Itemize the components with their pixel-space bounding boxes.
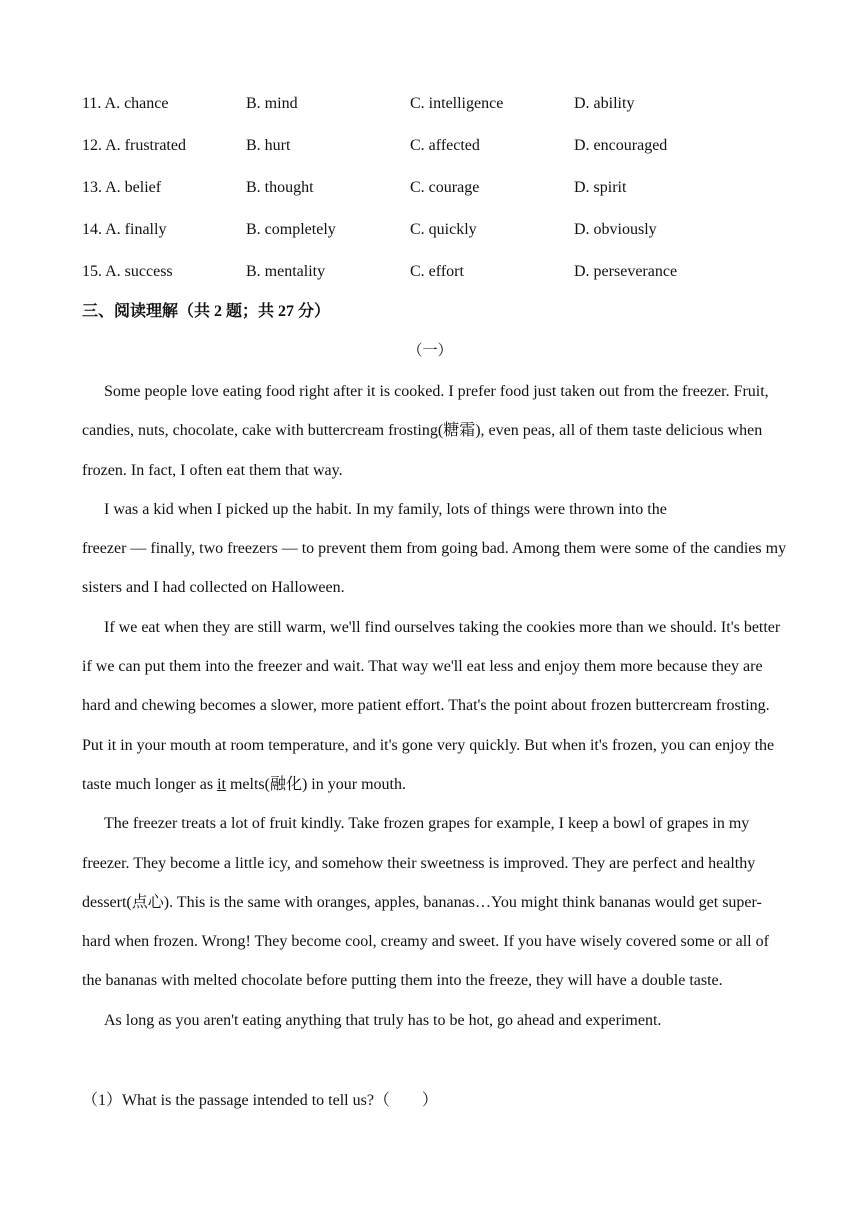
question-1: （1）What is the passage intended to tell us?（ ）: [82, 1092, 438, 1109]
paragraph-3-text: If we eat when they are still warm, we'll find ourselves taking the cookies more than we should. It's better if we can put them into the freezer and wait. That way we'll eat less and enjoy them more because they are hard and chewing becomes a slower, more patient effort. That's the point about frozen buttercream frosting. Put it in your mouth at room temperature, and it's gone very quickly. But when it's frozen, you can enjoy the taste much longer as: [82, 618, 781, 793]
option-row-13: [82, 176, 802, 200]
section-heading: 三、阅读理解（共 2 题；共 27 分）: [82, 303, 331, 320]
option-d: D. spirit: [574, 179, 627, 196]
option-row-15: [82, 260, 802, 284]
paragraph-4: The freezer treats a lot of fruit kindly. Take frozen grapes for example, I keep a bowl of grapes in my freezer. They become a little icy, and somehow their sweetness is improved. They are perfect and healthy dessert(点心). This is the same with oranges, apples, bananas…You might think bananas would get super-hard when frozen. Wrong! They become cool, creamy and sweet. If you have wisely covered some or all of the bananas with melted chocolate before putting them into the freeze, they will have a double taste.: [82, 815, 769, 990]
option-c: C. intelligence: [410, 95, 504, 112]
option-a: 13. A. belief: [82, 179, 162, 196]
reading-passage: [82, 372, 787, 1040]
option-c: C. effort: [410, 263, 464, 280]
option-row-12: [82, 134, 802, 158]
option-b: B. mind: [246, 95, 298, 112]
paragraph-3: [82, 608, 787, 804]
option-a: 14. A. finally: [82, 221, 167, 238]
option-c: C. affected: [410, 137, 480, 154]
paragraph-2b: freezer — finally, two freezers — to prevent them from going bad. Among them were some of the candies my sisters and I had collected on Halloween.: [82, 540, 787, 597]
option-a: 11. A. chance: [82, 95, 169, 112]
option-row-14: [82, 218, 802, 242]
option-b: B. mentality: [246, 263, 326, 280]
option-a: 15. A. success: [82, 263, 173, 280]
option-d: D. obviously: [574, 221, 657, 238]
paragraph-2a: I was a kid when I picked up the habit. In my family, lots of things were thrown into the: [104, 500, 667, 518]
option-a: 12. A. frustrated: [82, 137, 186, 154]
paragraph-1: Some people love eating food right after it is cooked. I prefer food just taken out from the freezer. Fruit, candies, nuts, chocolate, cake with buttercream frosting(糖霜), even peas, all of them taste delicious when frozen. In fact, I often eat them that way.: [82, 383, 769, 479]
option-b: B. thought: [246, 179, 314, 196]
option-b: B. hurt: [246, 137, 291, 154]
passage-number: （一）: [407, 343, 453, 359]
paragraph-3-end: melts(融化) in your mouth.: [225, 775, 406, 793]
option-row-11: [82, 92, 802, 116]
option-c: C. courage: [410, 179, 480, 196]
option-d: D. ability: [574, 95, 635, 112]
underlined-word: it: [217, 775, 226, 793]
paragraph-5: As long as you aren't eating anything that truly has to be hot, go ahead and experiment.: [104, 1011, 662, 1029]
option-d: D. encouraged: [574, 137, 668, 154]
option-b: B. completely: [246, 221, 336, 238]
option-d: D. perseverance: [574, 263, 678, 280]
option-c: C. quickly: [410, 221, 477, 238]
